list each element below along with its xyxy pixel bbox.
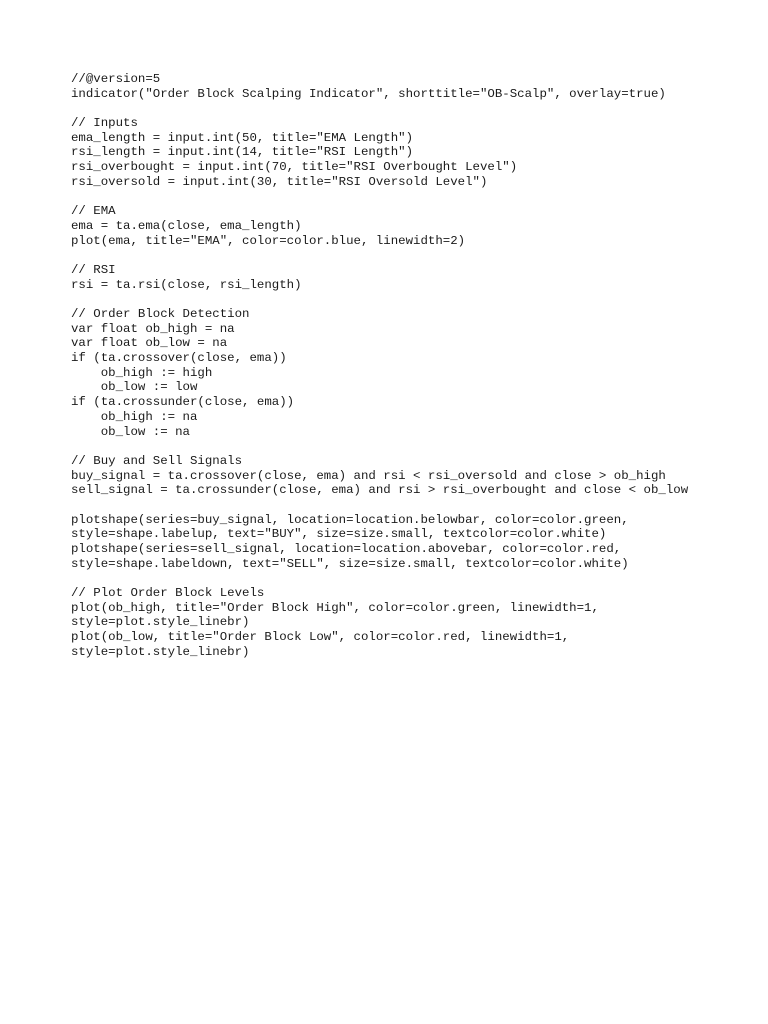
code-line: plot(ob_high, title="Order Block High", color=color.green, linewidth=1, [71,600,599,615]
code-line: style=shape.labelup, text="BUY", size=size.small, textcolor=color.white) [71,527,607,542]
code-line: ob_high := high [71,365,213,380]
code-line: plotshape(series=sell_signal, location=location.abovebar, color=color.red, [71,542,622,556]
code-line: plotshape(series=buy_signal, location=location.belowbar, color=color.green, [71,512,629,527]
code-line: ob_low := na [71,424,190,439]
code-line: ema_length = input.int(50, title="EMA Length") [71,130,414,145]
blank-line [71,439,751,454]
blank-line [71,571,751,586]
code-line: indicator("Order Block Scalping Indicator", shorttitle="OB-Scalp", overlay=true) [71,86,666,101]
blank-line [71,248,751,263]
code-line: style=shape.labeldown, text="SELL", size=size.small, textcolor=color.white) [71,556,629,571]
code-line: buy_signal = ta.crossover(close, ema) and rsi < rsi_oversold and close > ob_high [71,468,666,483]
code-line: // Buy and Sell Signals [71,453,243,468]
blank-line [71,190,751,205]
code-line: // RSI [71,262,116,277]
code-line: //@version=5 [71,72,161,86]
code-line: sell_signal = ta.crossunder(close, ema) and rsi > rsi_overbought and close < ob_low [71,483,689,498]
blank-line [71,498,751,513]
code-line: plot(ema, title="EMA", color=color.blue, linewidth=2) [71,233,466,248]
code-line: ema = ta.ema(close, ema_length) [71,218,302,233]
code-line: var float ob_low = na [71,336,228,351]
code-line: if (ta.crossunder(close, ema)) [71,395,295,410]
code-line: if (ta.crossover(close, ema)) [71,351,287,366]
code-line: rsi_oversold = input.int(30, title="RSI Oversold Level") [71,174,488,189]
code-line: rsi_length = input.int(14, title="RSI Length") [71,145,414,160]
code-line: style=plot.style_linebr) [71,615,250,630]
code-line: rsi = ta.rsi(close, rsi_length) [71,277,302,292]
code-line: ob_low := low [71,380,198,395]
code-line: // EMA [71,204,116,219]
blank-line [71,292,751,307]
code-block [71,72,751,660]
code-line: rsi_overbought = input.int(70, title="RSI Overbought Level") [71,160,518,175]
code-line: var float ob_high = na [71,321,235,336]
code-line: // Inputs [71,116,138,131]
code-line: plot(ob_low, title="Order Block Low", color=color.red, linewidth=1, [71,630,570,645]
blank-line [71,101,751,116]
code-line: ob_high := na [71,409,198,424]
code-line: // Order Block Detection [71,307,250,321]
code-line: style=plot.style_linebr) [71,644,250,659]
code-line: // Plot Order Block Levels [71,586,265,601]
